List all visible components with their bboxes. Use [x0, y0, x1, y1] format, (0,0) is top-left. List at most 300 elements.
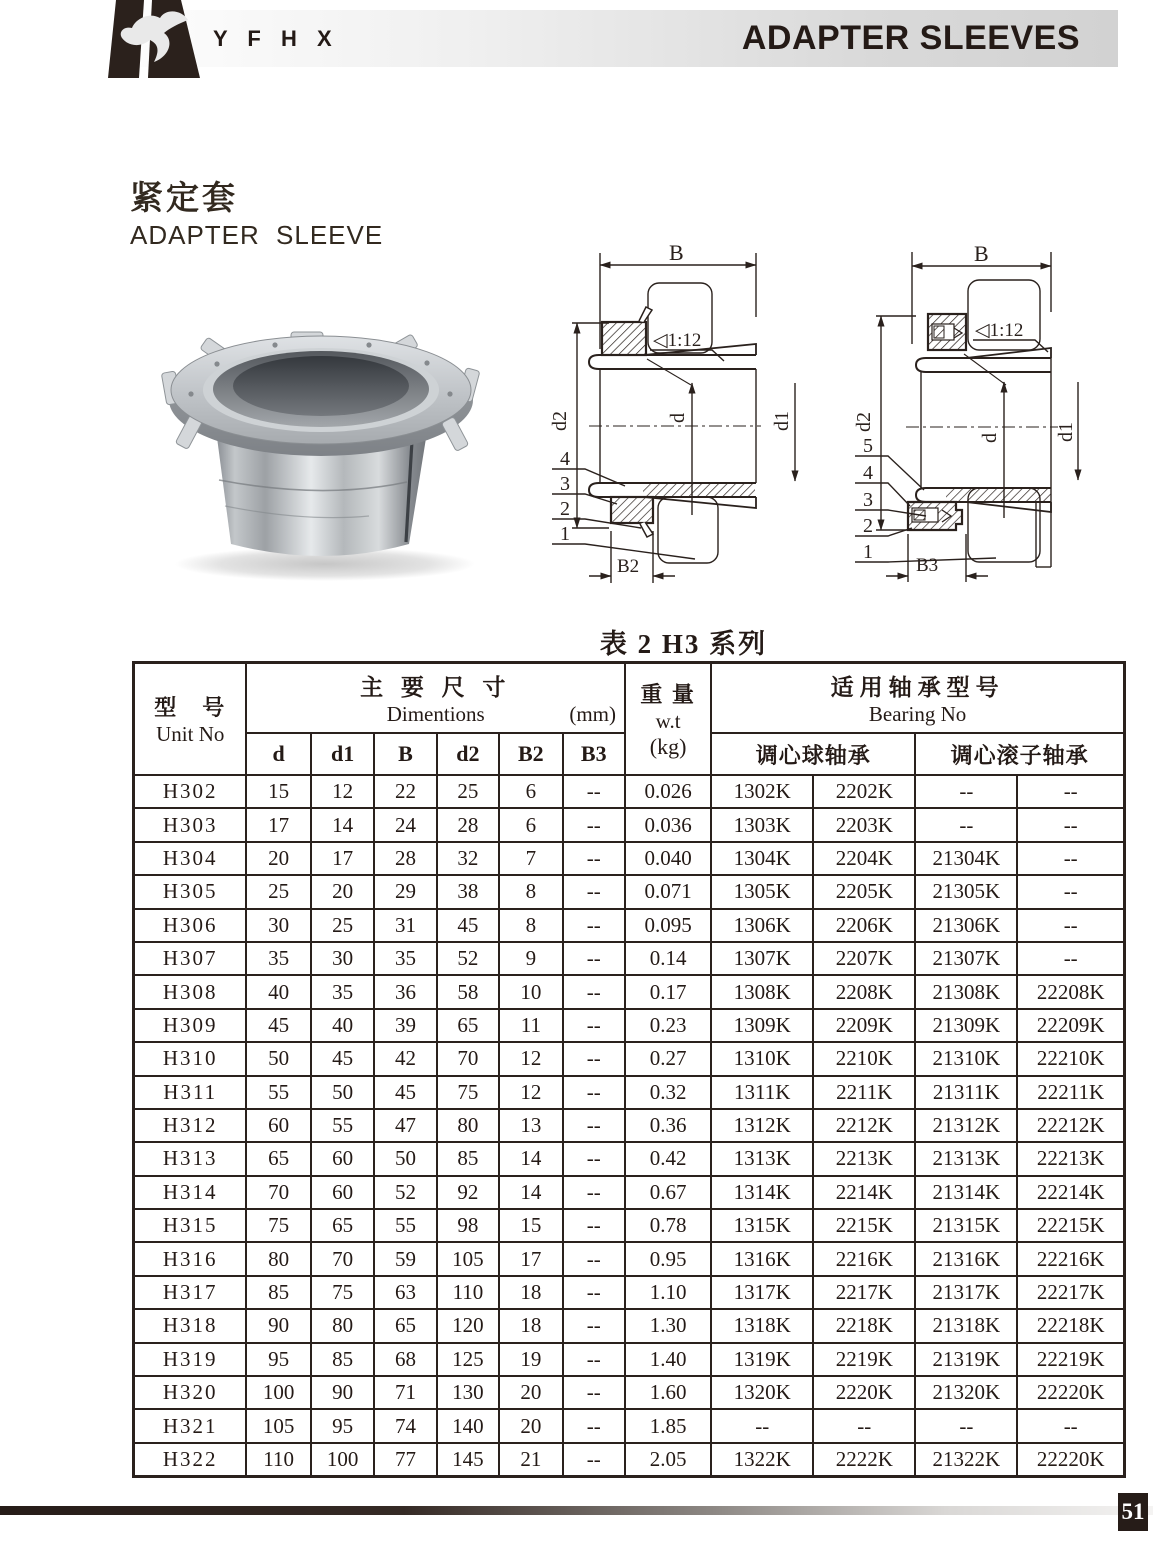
table-row	[134, 1209, 1125, 1242]
cell-wt: 0.23	[625, 1009, 711, 1042]
cell-B2: 6	[499, 775, 562, 808]
table-title: 表 2 H3 系列	[599, 629, 768, 659]
cell-roller2: --	[1017, 909, 1124, 942]
col-header-d: d	[246, 733, 310, 775]
cell-roller2: 22210K	[1017, 1042, 1124, 1075]
cell-B: 42	[374, 1042, 436, 1075]
table-row	[134, 1309, 1125, 1342]
cell-d: 25	[246, 875, 310, 908]
cell-B: 50	[374, 1142, 436, 1175]
cell-B: 59	[374, 1242, 436, 1275]
col-header-ball-bearing: 调心球轴承	[711, 733, 915, 775]
cell-wt: 0.95	[625, 1242, 711, 1275]
cell-roller1: 21305K	[915, 875, 1017, 908]
page-title: ADAPTER SLEEVES	[741, 19, 1080, 57]
cell-ball2: 2212K	[813, 1109, 915, 1142]
cell-B3: --	[563, 1309, 625, 1342]
brand-logo-text: Y F H X	[213, 26, 339, 51]
table-row	[134, 975, 1125, 1008]
cell-roller1: --	[915, 1409, 1017, 1442]
cell-ball2: 2210K	[813, 1042, 915, 1075]
cell-roller2: --	[1017, 775, 1124, 808]
cell-unit: H309	[134, 1009, 247, 1042]
dim-label-b2: B2	[617, 556, 640, 577]
cell-d1: 60	[311, 1142, 374, 1175]
cell-d2: 140	[437, 1409, 499, 1442]
cell-ball2: --	[813, 1409, 915, 1442]
table-row	[134, 775, 1125, 808]
cell-d2: 75	[437, 1076, 499, 1109]
cell-B3: --	[563, 1443, 625, 1477]
cell-ball1: 1316K	[711, 1242, 813, 1275]
cell-wt: 0.27	[625, 1042, 711, 1075]
col-header-dimensions	[246, 663, 625, 734]
cell-d1: 85	[311, 1343, 374, 1376]
cell-d: 45	[246, 1009, 310, 1042]
cell-ball1: 1319K	[711, 1343, 813, 1376]
cell-ball1: 1312K	[711, 1109, 813, 1142]
cell-d: 30	[246, 909, 310, 942]
cell-B2: 6	[499, 808, 562, 841]
cell-ball1: 1304K	[711, 842, 813, 875]
cell-unit: H306	[134, 909, 247, 942]
cell-B3: --	[563, 842, 625, 875]
spec-table	[132, 661, 1126, 1478]
cell-roller1: 21318K	[915, 1309, 1017, 1342]
cell-roller2: --	[1017, 1409, 1124, 1442]
cell-B: 36	[374, 975, 436, 1008]
cell-ball2: 2218K	[813, 1309, 915, 1342]
table-row	[134, 1343, 1125, 1376]
cell-ball2: 2217K	[813, 1276, 915, 1309]
cell-B2: 20	[499, 1409, 562, 1442]
cell-unit: H310	[134, 1042, 247, 1075]
table-row	[134, 1042, 1125, 1075]
cell-roller1: 21306K	[915, 909, 1017, 942]
col-header-bearing-no	[711, 663, 1124, 734]
cell-roller2: 22216K	[1017, 1242, 1124, 1275]
cell-d: 50	[246, 1042, 310, 1075]
cell-B2: 7	[499, 842, 562, 875]
cell-d1: 25	[311, 909, 374, 942]
cell-ball2: 2208K	[813, 975, 915, 1008]
col-header-B3: B3	[563, 733, 625, 775]
cell-roller1: 21315K	[915, 1209, 1017, 1242]
cell-d: 110	[246, 1443, 310, 1477]
cell-d1: 45	[311, 1042, 374, 1075]
cell-d: 90	[246, 1309, 310, 1342]
bearing-no-zh: 适用轴承型号	[830, 675, 1005, 700]
dim-label-b: B	[974, 241, 989, 266]
cell-d2: 52	[437, 942, 499, 975]
dim-label-d1: d1	[1055, 422, 1077, 442]
cell-d2: 38	[437, 875, 499, 908]
table-row	[134, 1409, 1125, 1442]
cell-ball1: 1310K	[711, 1042, 813, 1075]
cell-d: 55	[246, 1076, 310, 1109]
dim-label-d2: d2	[853, 412, 875, 432]
cell-unit: H319	[134, 1343, 247, 1376]
cell-wt: 0.036	[625, 808, 711, 841]
cell-B3: --	[563, 808, 625, 841]
cell-B3: --	[563, 1176, 625, 1209]
cell-wt: 0.42	[625, 1142, 711, 1175]
cell-wt: 0.040	[625, 842, 711, 875]
cell-roller1: 21313K	[915, 1142, 1017, 1175]
table-row	[134, 1276, 1125, 1309]
cell-d: 35	[246, 942, 310, 975]
cell-B2: 11	[499, 1009, 562, 1042]
cell-ball2: 2206K	[813, 909, 915, 942]
cell-unit: H313	[134, 1142, 247, 1175]
cell-roller2: 22218K	[1017, 1309, 1124, 1342]
col-header-d2: d2	[437, 733, 499, 775]
cell-ball1: 1317K	[711, 1276, 813, 1309]
cell-d: 100	[246, 1376, 310, 1409]
cell-ball1: 1307K	[711, 942, 813, 975]
cell-B2: 18	[499, 1309, 562, 1342]
cell-wt: 1.30	[625, 1309, 711, 1342]
cell-d1: 65	[311, 1209, 374, 1242]
cell-B2: 20	[499, 1376, 562, 1409]
section-title-en: ADAPTER SLEEVE	[130, 220, 384, 250]
dimensions-en: Dimentions	[386, 702, 485, 726]
dim-label-b3: B3	[916, 555, 939, 576]
cell-roller1: 21310K	[915, 1042, 1017, 1075]
cell-wt: 1.10	[625, 1276, 711, 1309]
cell-unit: H317	[134, 1276, 247, 1309]
dim-label-b: B	[669, 243, 684, 265]
cell-B: 71	[374, 1376, 436, 1409]
cell-roller2: --	[1017, 942, 1124, 975]
cell-roller1: 21308K	[915, 975, 1017, 1008]
cell-ball1: --	[711, 1409, 813, 1442]
cell-d2: 85	[437, 1142, 499, 1175]
table-row	[134, 909, 1125, 942]
table-row	[134, 1076, 1125, 1109]
col-header-weight	[625, 663, 711, 776]
cell-B3: --	[563, 1009, 625, 1042]
cell-d1: 80	[311, 1309, 374, 1342]
cell-roller1: 21309K	[915, 1009, 1017, 1042]
drawing-with-b3	[846, 240, 1153, 592]
cell-ball1: 1315K	[711, 1209, 813, 1242]
cell-B: 24	[374, 808, 436, 841]
cell-unit: H304	[134, 842, 247, 875]
dimensions-unit: (mm)	[569, 702, 616, 726]
col-header-roller-bearing: 调心滚子轴承	[915, 733, 1124, 775]
cell-B3: --	[563, 1376, 625, 1409]
cell-d1: 40	[311, 1009, 374, 1042]
cell-B2: 17	[499, 1242, 562, 1275]
dim-label-d2: d2	[549, 411, 571, 431]
cell-B2: 15	[499, 1209, 562, 1242]
cell-ball2: 2209K	[813, 1009, 915, 1042]
cell-B3: --	[563, 909, 625, 942]
cell-d: 65	[246, 1142, 310, 1175]
cell-roller2: 22208K	[1017, 975, 1124, 1008]
part-number: 2	[863, 515, 873, 537]
cell-B3: --	[563, 975, 625, 1008]
product-photo	[155, 292, 490, 592]
cell-B3: --	[563, 1242, 625, 1275]
cell-d1: 90	[311, 1376, 374, 1409]
cell-d2: 45	[437, 909, 499, 942]
cell-ball1: 1308K	[711, 975, 813, 1008]
cell-unit: H308	[134, 975, 247, 1008]
cell-d2: 32	[437, 842, 499, 875]
page-number-badge: 51	[1118, 1493, 1148, 1531]
cell-wt: 0.071	[625, 875, 711, 908]
cell-wt: 0.67	[625, 1176, 711, 1209]
cell-d: 70	[246, 1176, 310, 1209]
cell-d2: 70	[437, 1042, 499, 1075]
cell-ball1: 1311K	[711, 1076, 813, 1109]
cell-ball1: 1309K	[711, 1009, 813, 1042]
cell-roller1: --	[915, 808, 1017, 841]
cell-B3: --	[563, 875, 625, 908]
cell-d2: 110	[437, 1276, 499, 1309]
cell-B: 55	[374, 1209, 436, 1242]
cell-B3: --	[563, 1042, 625, 1075]
cell-roller2: 22219K	[1017, 1343, 1124, 1376]
cell-ball1: 1302K	[711, 775, 813, 808]
cell-roller2: 22214K	[1017, 1176, 1124, 1209]
part-number: 4	[560, 448, 570, 470]
cell-B: 63	[374, 1276, 436, 1309]
part-number: 5	[863, 435, 873, 457]
table-row	[134, 1242, 1125, 1275]
cell-ball2: 2207K	[813, 942, 915, 975]
cell-roller1: 21319K	[915, 1343, 1017, 1376]
cell-wt: 1.60	[625, 1376, 711, 1409]
cell-unit: H305	[134, 875, 247, 908]
cell-ball2: 2203K	[813, 808, 915, 841]
cell-B3: --	[563, 1142, 625, 1175]
cell-d2: 58	[437, 975, 499, 1008]
cell-B2: 18	[499, 1276, 562, 1309]
cell-B: 39	[374, 1009, 436, 1042]
table-row	[134, 1142, 1125, 1175]
cell-ball1: 1303K	[711, 808, 813, 841]
cell-ball1: 1306K	[711, 909, 813, 942]
cell-B: 35	[374, 942, 436, 975]
cell-wt: 0.32	[625, 1076, 711, 1109]
table-row	[134, 1443, 1125, 1477]
cell-wt: 0.17	[625, 975, 711, 1008]
cell-d2: 145	[437, 1443, 499, 1477]
cell-roller2: 22220K	[1017, 1443, 1124, 1477]
cell-B: 68	[374, 1343, 436, 1376]
cell-roller2: 22215K	[1017, 1209, 1124, 1242]
cell-d2: 28	[437, 808, 499, 841]
bearing-no-en: Bearing No	[868, 702, 967, 726]
cell-d: 40	[246, 975, 310, 1008]
cell-d: 20	[246, 842, 310, 875]
cell-roller2: 22212K	[1017, 1109, 1124, 1142]
cell-B2: 12	[499, 1076, 562, 1109]
cell-B2: 13	[499, 1109, 562, 1142]
cell-B: 45	[374, 1076, 436, 1109]
cell-roller1: 21307K	[915, 942, 1017, 975]
cell-B: 52	[374, 1176, 436, 1209]
cell-ball2: 2202K	[813, 775, 915, 808]
cell-d1: 12	[311, 775, 374, 808]
unit-no-en: Unit No	[156, 722, 225, 746]
cell-B: 28	[374, 842, 436, 875]
cell-unit: H320	[134, 1376, 247, 1409]
cell-d2: 25	[437, 775, 499, 808]
cell-d1: 35	[311, 975, 374, 1008]
cell-ball1: 1318K	[711, 1309, 813, 1342]
cell-B2: 19	[499, 1343, 562, 1376]
cell-d1: 50	[311, 1076, 374, 1109]
cell-ball2: 2215K	[813, 1209, 915, 1242]
cell-B3: --	[563, 1276, 625, 1309]
taper-label: ◁1:12	[653, 330, 702, 351]
cell-d1: 14	[311, 808, 374, 841]
cell-roller1: 21322K	[915, 1443, 1017, 1477]
cell-B2: 8	[499, 875, 562, 908]
cell-wt: 1.40	[625, 1343, 711, 1376]
cell-roller2: 22211K	[1017, 1076, 1124, 1109]
cell-d2: 92	[437, 1176, 499, 1209]
cell-wt: 2.05	[625, 1443, 711, 1477]
cell-ball1: 1305K	[711, 875, 813, 908]
weight-unit: (kg)	[649, 734, 687, 759]
cell-d: 105	[246, 1409, 310, 1442]
cell-B: 65	[374, 1309, 436, 1342]
cell-d: 75	[246, 1209, 310, 1242]
cell-roller1: --	[915, 775, 1017, 808]
cell-unit: H321	[134, 1409, 247, 1442]
cell-B2: 8	[499, 909, 562, 942]
cell-wt: 0.78	[625, 1209, 711, 1242]
cell-d: 60	[246, 1109, 310, 1142]
table-row	[134, 842, 1125, 875]
section-title-zh: 紧定套	[130, 179, 238, 216]
cell-B2: 9	[499, 942, 562, 975]
cell-unit: H303	[134, 808, 247, 841]
cell-ball2: 2219K	[813, 1343, 915, 1376]
cell-roller2: 22209K	[1017, 1009, 1124, 1042]
cell-d: 95	[246, 1343, 310, 1376]
cell-d2: 125	[437, 1343, 499, 1376]
cell-ball1: 1314K	[711, 1176, 813, 1209]
cell-d1: 17	[311, 842, 374, 875]
cell-unit: H302	[134, 775, 247, 808]
cell-wt: 0.14	[625, 942, 711, 975]
footer-rule	[0, 1506, 1153, 1515]
cell-d: 80	[246, 1242, 310, 1275]
cell-roller1: 21317K	[915, 1276, 1017, 1309]
weight-zh: 重 量	[640, 682, 696, 707]
weight-en: w.t	[655, 709, 681, 733]
cell-B2: 12	[499, 1042, 562, 1075]
cell-unit: H314	[134, 1176, 247, 1209]
cell-B2: 10	[499, 975, 562, 1008]
cell-B3: --	[563, 775, 625, 808]
cell-d1: 20	[311, 875, 374, 908]
cell-unit: H315	[134, 1209, 247, 1242]
cell-wt: 0.36	[625, 1109, 711, 1142]
cell-ball2: 2211K	[813, 1076, 915, 1109]
cell-roller2: 22217K	[1017, 1276, 1124, 1309]
taper-label: ◁1:12	[975, 320, 1024, 341]
cell-B3: --	[563, 1109, 625, 1142]
cell-roller1: 21314K	[915, 1176, 1017, 1209]
cell-d2: 105	[437, 1242, 499, 1275]
cell-B: 22	[374, 775, 436, 808]
cell-roller2: 22220K	[1017, 1376, 1124, 1409]
cell-ball2: 2214K	[813, 1176, 915, 1209]
table-row	[134, 875, 1125, 908]
cell-B3: --	[563, 1343, 625, 1376]
cell-B: 74	[374, 1409, 436, 1442]
cell-roller1: 21320K	[915, 1376, 1017, 1409]
cell-ball1: 1320K	[711, 1376, 813, 1409]
table-row	[134, 1176, 1125, 1209]
cell-B3: --	[563, 1209, 625, 1242]
cell-roller2: --	[1017, 875, 1124, 908]
cell-B: 77	[374, 1443, 436, 1477]
dim-label-d1: d1	[771, 411, 793, 431]
part-number: 2	[560, 498, 570, 520]
cell-ball2: 2213K	[813, 1142, 915, 1175]
cell-unit: H311	[134, 1076, 247, 1109]
table-row	[134, 1009, 1125, 1042]
cell-B2: 21	[499, 1443, 562, 1477]
cell-d2: 120	[437, 1309, 499, 1342]
table-row	[134, 1109, 1125, 1142]
cell-d1: 100	[311, 1443, 374, 1477]
table-row	[134, 808, 1125, 841]
cell-ball2: 2222K	[813, 1443, 915, 1477]
table-row	[134, 1376, 1125, 1409]
table-body	[134, 775, 1125, 1477]
part-number: 1	[560, 523, 570, 545]
cell-roller2: --	[1017, 842, 1124, 875]
cell-B3: --	[563, 1409, 625, 1442]
part-number: 4	[863, 462, 873, 484]
cell-ball2: 2205K	[813, 875, 915, 908]
cell-B2: 14	[499, 1142, 562, 1175]
cell-d2: 98	[437, 1209, 499, 1242]
dim-label-d: d	[979, 433, 1001, 443]
cell-d2: 130	[437, 1376, 499, 1409]
part-number: 3	[560, 473, 570, 495]
cell-roller1: 21311K	[915, 1076, 1017, 1109]
cell-d: 17	[246, 808, 310, 841]
cell-d1: 55	[311, 1109, 374, 1142]
bore-hole	[233, 356, 409, 416]
brand-logo-icon	[108, 0, 204, 80]
cell-roller1: 21316K	[915, 1242, 1017, 1275]
cell-unit: H318	[134, 1309, 247, 1342]
cell-B: 29	[374, 875, 436, 908]
cell-roller2: --	[1017, 808, 1124, 841]
cell-unit: H322	[134, 1443, 247, 1477]
col-header-B2: B2	[499, 733, 562, 775]
cell-ball1: 1322K	[711, 1443, 813, 1477]
cell-unit: H307	[134, 942, 247, 975]
cell-d1: 75	[311, 1276, 374, 1309]
cell-d1: 95	[311, 1409, 374, 1442]
cell-ball2: 2220K	[813, 1376, 915, 1409]
cell-wt: 0.095	[625, 909, 711, 942]
cell-B2: 14	[499, 1176, 562, 1209]
cell-ball2: 2204K	[813, 842, 915, 875]
